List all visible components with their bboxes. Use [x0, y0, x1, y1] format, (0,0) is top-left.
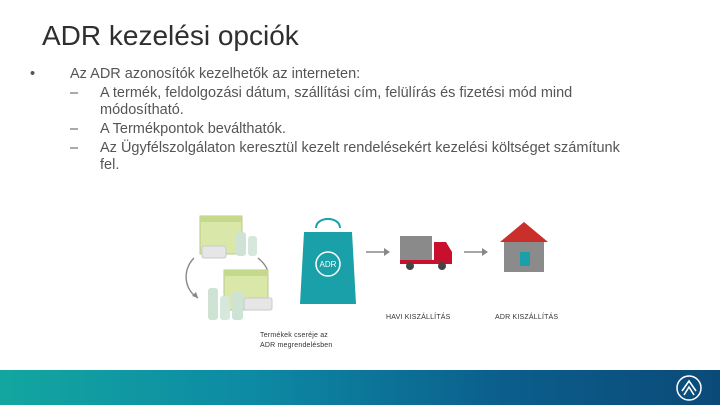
sub-bullet-item: [70, 85, 690, 119]
sub-bullet-line: A termék, feldolgozási dátum, szállítási cím, felülírás és fizetési mód mind: [100, 85, 573, 101]
flow-arrow-icon: [366, 248, 390, 256]
footer-bar: [0, 370, 720, 405]
adr-delivery-label: ADR KISZÁLLÍTÁS: [495, 314, 559, 321]
sub-bullet-line: Az Ügyfélszolgálaton keresztül kezelt rendelésekért kezelési költséget számítunk: [100, 140, 620, 156]
sub-bullet-item: [70, 140, 690, 174]
flow-arrow-icon: [464, 248, 488, 256]
product-box-top-icon: [200, 216, 257, 258]
bullet-marker: •: [30, 66, 36, 82]
sub-bullet-dash: –: [70, 121, 79, 137]
sub-bullet-line: fel.: [100, 157, 120, 173]
bullet-list: [30, 66, 690, 174]
diagram-graphic: [180, 208, 600, 368]
product-box-bottom-icon: [208, 270, 272, 320]
sub-bullet-item: [70, 121, 690, 138]
delivery-diagram: [180, 208, 600, 368]
bullet-item: [30, 66, 690, 83]
house-icon: [500, 222, 548, 272]
monthly-delivery-label: HAVI KISZÁLLÍTÁS: [386, 314, 451, 321]
truck-icon: [400, 236, 452, 270]
sub-bullet-line: A Termékpontok beválthatók.: [100, 121, 286, 137]
bag-label: ADR: [319, 260, 337, 269]
amway-logo-icon: [676, 375, 702, 401]
sub-bullet-dash: –: [70, 85, 79, 101]
bullet-text: Az ADR azonosítók kezelhetők az interneten:: [70, 66, 361, 82]
adr-bag-icon: [300, 219, 356, 304]
exchange-caption-line2: ADR megrendelésben: [260, 342, 333, 349]
sub-bullet-list: [70, 85, 690, 174]
slide-title: ADR kezelési opciók: [42, 20, 299, 51]
exchange-caption-line1: Termékek cseréje az: [260, 332, 328, 339]
sub-bullet-dash: –: [70, 140, 79, 156]
sub-bullet-line: módosítható.: [100, 102, 184, 118]
